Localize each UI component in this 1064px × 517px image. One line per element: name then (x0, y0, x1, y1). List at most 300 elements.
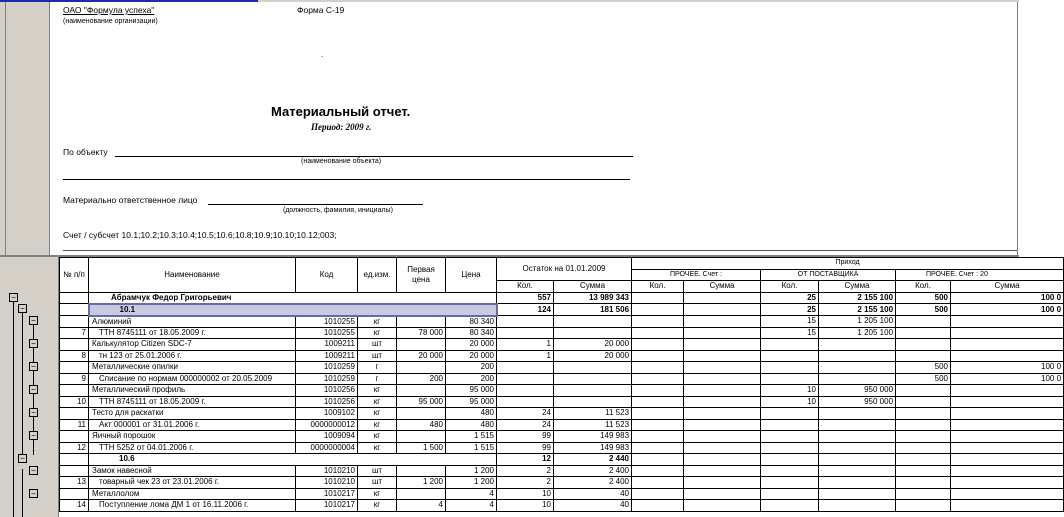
item-row[interactable] (60, 431, 1064, 443)
cell-o20-qty (896, 500, 951, 512)
person-o20-qty: 500 (896, 292, 951, 304)
person-sup-sum: 2 155 100 (819, 292, 896, 304)
cell-oth-qty (632, 477, 684, 489)
cell-o20-qty: 500 (896, 362, 951, 374)
collapse-item-icon[interactable]: − (29, 362, 38, 371)
cell-unit: кг (358, 488, 397, 500)
cell-bal-sum: 40 (554, 488, 632, 500)
cell-unit: шт (358, 339, 397, 351)
cell-sup-sum (819, 477, 896, 489)
cell-o20-qty: 500 (896, 373, 951, 385)
cell-first-price (397, 431, 446, 443)
cell-sup-sum (819, 488, 896, 500)
cell-name: Замок навесной (89, 465, 296, 477)
col-balance-header: Остаток на 01.01.2009 (497, 258, 632, 281)
col-income-header: Приход (632, 258, 1064, 270)
cell-oth-sum (684, 477, 761, 489)
cell-bal-sum (554, 362, 632, 374)
cell-unit: кг (358, 316, 397, 328)
cell-unit: кг (358, 385, 397, 397)
object-line-2 (63, 179, 630, 180)
cell-o20-qty (896, 339, 951, 351)
responsible-line (208, 204, 423, 205)
cell-sup-sum: 1 205 100 (819, 316, 896, 328)
cell-price: 480 (446, 419, 497, 431)
sub2-bal-qty: 12 (497, 454, 554, 466)
item-row[interactable] (60, 408, 1064, 420)
cell-code: 1009211 (296, 339, 358, 351)
cell-code: 1010256 (296, 385, 358, 397)
collapse-item-icon[interactable]: − (29, 385, 38, 394)
tree-gutter (0, 257, 59, 517)
cell-num: 13 (60, 477, 89, 489)
item-row[interactable] (60, 385, 1064, 397)
report-period: Период: 2009 г. (311, 122, 372, 132)
item-row[interactable] (60, 316, 1064, 328)
cell-bal-sum: 149 983 (554, 442, 632, 454)
cell-bal-qty (497, 362, 554, 374)
cell-first-price (397, 339, 446, 351)
cell-oth-sum (684, 373, 761, 385)
subgroup-label: 10.6 (89, 454, 497, 466)
cell-code: 1010259 (296, 373, 358, 385)
cell-sup-sum (819, 350, 896, 362)
cell-o20-qty (896, 396, 951, 408)
cell-num (60, 339, 89, 351)
cell-bal-qty: 1 (497, 350, 554, 362)
left-gutter-header (0, 2, 50, 255)
collapse-group-10-1-icon[interactable]: − (18, 304, 27, 313)
cell-oth-qty (632, 385, 684, 397)
cell-sup-qty (761, 465, 819, 477)
cell-price: 80 340 (446, 316, 497, 328)
org-name: ОАО "Формула успеха" (63, 5, 155, 15)
cell-bal-qty: 24 (497, 408, 554, 420)
cell-o20-sum (951, 327, 1064, 339)
cell-bal-qty: 99 (497, 431, 554, 443)
collapse-item-icon[interactable]: − (29, 339, 38, 348)
cell-o20-qty (896, 327, 951, 339)
sub1-bal-qty: 124 (497, 304, 554, 316)
cell-oth-sum (684, 465, 761, 477)
cell-unit: кг (358, 396, 397, 408)
cell-num (60, 431, 89, 443)
cell-num: 11 (60, 419, 89, 431)
person-o20-sum: 100 0 (951, 292, 1064, 304)
cell-unit: кг (358, 500, 397, 512)
sup-qty-header: Кол. (761, 281, 819, 293)
cell-name: товарный чек 23 от 23.01.2006 г. (89, 477, 296, 489)
bal-sum-header: Сумма (554, 281, 632, 293)
cell-num (60, 488, 89, 500)
cell-num: 8 (60, 350, 89, 362)
cell-code: 1010256 (296, 396, 358, 408)
cell-first-price: 20 000 (397, 350, 446, 362)
cell-price: 200 (446, 373, 497, 385)
cell-name: ТТН 8745111 от 18.05.2009 г. (89, 327, 296, 339)
cell-o20-sum (951, 500, 1064, 512)
cell-code: 1009102 (296, 408, 358, 420)
cell-sup-qty (761, 500, 819, 512)
collapse-item-icon[interactable]: − (29, 489, 38, 498)
cell-price: 1 515 (446, 442, 497, 454)
cell-oth-sum (684, 350, 761, 362)
cell-oth-sum (684, 431, 761, 443)
cell-price: 95 000 (446, 385, 497, 397)
cell-oth-sum (684, 488, 761, 500)
document-row[interactable] (60, 477, 1064, 489)
cell-sup-qty: 10 (761, 385, 819, 397)
cell-code: 1010210 (296, 477, 358, 489)
collapse-person-icon[interactable]: − (9, 293, 18, 302)
cell-bal-sum: 11 523 (554, 419, 632, 431)
cell-name: Калькулятор Citizen SDC-7 (89, 339, 296, 351)
document-row[interactable] (60, 419, 1064, 431)
subgroup-10-6-row[interactable] (60, 454, 1064, 466)
person-sup-qty: 25 (761, 292, 819, 304)
cell-oth-qty (632, 362, 684, 374)
cell-o20-qty (896, 408, 951, 420)
cell-bal-qty: 24 (497, 419, 554, 431)
form-label: Форма С-19 (297, 5, 345, 15)
cell-oth-qty (632, 316, 684, 328)
cell-o20-sum (951, 442, 1064, 454)
cell-oth-qty (632, 465, 684, 477)
cell-o20-qty (896, 465, 951, 477)
cell-oth-qty (632, 419, 684, 431)
cell-sup-sum: 1 205 100 (819, 327, 896, 339)
cell-bal-qty: 2 (497, 477, 554, 489)
sub1-sup-sum: 2 155 100 (819, 304, 896, 316)
cell-first-price (397, 488, 446, 500)
cell-o20-sum: 100 0 (951, 362, 1064, 374)
cell-sup-qty (761, 488, 819, 500)
cell-num: 10 (60, 396, 89, 408)
cell-price: 200 (446, 362, 497, 374)
cell-oth-sum (684, 396, 761, 408)
item-row[interactable] (60, 488, 1064, 500)
cell-first-price: 95 000 (397, 396, 446, 408)
collapse-item-icon[interactable]: − (29, 316, 38, 325)
cell-sup-qty (761, 350, 819, 362)
cell-oth-sum (684, 408, 761, 420)
cell-price: 20 000 (446, 339, 497, 351)
cell-unit: шт (358, 350, 397, 362)
col-price-header: Цена (446, 258, 497, 293)
cell-first-price (397, 362, 446, 374)
cell-price: 1 515 (446, 431, 497, 443)
cell-num: 12 (60, 442, 89, 454)
cell-sup-qty: 10 (761, 396, 819, 408)
cell-sup-sum (819, 362, 896, 374)
cell-sup-sum (819, 442, 896, 454)
cell-first-price (397, 465, 446, 477)
cell-oth-qty (632, 408, 684, 420)
cell-price: 4 (446, 500, 497, 512)
cell-oth-sum (684, 316, 761, 328)
cell-price: 480 (446, 408, 497, 420)
col-other20-header: ПРОЧЕЕ. Счет : 20 (896, 269, 1064, 281)
cell-o20-qty (896, 488, 951, 500)
cell-bal-sum (554, 396, 632, 408)
cell-name: Тесто для раскатки (89, 408, 296, 420)
cell-num (60, 316, 89, 328)
cell-oth-sum (684, 419, 761, 431)
cell-sup-qty (761, 373, 819, 385)
cell-bal-sum: 20 000 (554, 350, 632, 362)
cell-oth-sum (684, 362, 761, 374)
sub1-bal-sum: 181 506 (554, 304, 632, 316)
cell-o20-qty (896, 316, 951, 328)
report-title: Материальный отчет. (271, 104, 411, 119)
sub1-o20-sum: 100 0 (951, 304, 1064, 316)
cell-o20-sum (951, 350, 1064, 362)
person-bal-qty: 557 (497, 292, 554, 304)
cell-o20-sum (951, 408, 1064, 420)
object-caption: (наименование объекта) (301, 158, 382, 165)
stray-dot: . (321, 50, 324, 59)
document-row[interactable] (60, 500, 1064, 512)
document-row[interactable] (60, 442, 1064, 454)
document-row[interactable] (60, 396, 1064, 408)
col-code-header: Код (296, 258, 358, 293)
accounts-line: Счет / субсчет 10.1;10.2;10.3;10.4;10.5;10.6;10.8;10.9;10.10;10.12;003; (63, 230, 337, 240)
cell-o20-sum (951, 465, 1064, 477)
responsible-label: Материально ответственное лицо (63, 195, 198, 205)
cell-name: Яичный порошок (89, 431, 296, 443)
col-name-header: Наименование (89, 258, 296, 293)
sub1-sup-qty: 25 (761, 304, 819, 316)
cell-sup-sum (819, 419, 896, 431)
cell-unit: кг (358, 408, 397, 420)
cell-first-price: 1 200 (397, 477, 446, 489)
cell-sup-qty (761, 477, 819, 489)
col-other-header: ПРОЧЕЕ. Счет : (632, 269, 761, 281)
cell-oth-qty (632, 431, 684, 443)
collapse-item-icon[interactable]: − (29, 408, 38, 417)
cell-o20-sum (951, 339, 1064, 351)
cell-first-price: 4 (397, 500, 446, 512)
cell-bal-sum: 149 983 (554, 431, 632, 443)
cell-name: ТТН 8745111 от 18.05.2009 г. (89, 396, 296, 408)
cell-o20-qty (896, 431, 951, 443)
report-grid (59, 257, 1062, 517)
object-line (115, 156, 633, 157)
cell-sup-sum: 950 000 (819, 385, 896, 397)
cell-first-price (397, 385, 446, 397)
cell-oth-qty (632, 442, 684, 454)
cell-o20-sum (951, 385, 1064, 397)
cell-bal-sum: 40 (554, 500, 632, 512)
item-row[interactable] (60, 339, 1064, 351)
responsible-caption: (должность, фамилия, инициалы) (283, 207, 393, 214)
cell-code: 1010255 (296, 316, 358, 328)
cell-price: 20 000 (446, 350, 497, 362)
cell-code: 1010259 (296, 362, 358, 374)
subgroup-10-1-row[interactable] (60, 304, 1064, 316)
col-num-header: № п/п (60, 258, 89, 293)
cell-oth-sum (684, 339, 761, 351)
org-caption: (наименование организации) (63, 18, 158, 25)
cell-code: 1010217 (296, 500, 358, 512)
cell-code: 1010210 (296, 465, 358, 477)
cell-num: 7 (60, 327, 89, 339)
cell-bal-qty: 10 (497, 500, 554, 512)
cell-o20-sum: 100 0 (951, 373, 1064, 385)
cell-bal-qty: 2 (497, 465, 554, 477)
cell-sup-sum (819, 431, 896, 443)
col-first-price-header: Первая цена (397, 258, 446, 293)
cell-sup-sum (819, 465, 896, 477)
cell-name: Акт 000001 от 31.01.2006 г. (89, 419, 296, 431)
cell-sup-qty: 15 (761, 327, 819, 339)
cell-oth-qty (632, 339, 684, 351)
cell-name: тн 123 от 25.01.2006 г. (89, 350, 296, 362)
cell-sup-qty: 15 (761, 316, 819, 328)
cell-oth-sum (684, 385, 761, 397)
col-unit-header: ед.изм. (358, 258, 397, 293)
cell-o20-sum (951, 419, 1064, 431)
cell-price: 95 000 (446, 396, 497, 408)
oth-qty-header: Кол. (632, 281, 684, 293)
person-name: Абрамчук Федор Григорьевич (89, 292, 497, 304)
cell-bal-qty (497, 327, 554, 339)
cell-code: 0000000004 (296, 442, 358, 454)
sub1-o20-qty: 500 (896, 304, 951, 316)
cell-bal-qty (497, 373, 554, 385)
cell-o20-sum (951, 316, 1064, 328)
cell-num (60, 362, 89, 374)
cell-bal-sum: 11 523 (554, 408, 632, 420)
document-row[interactable] (60, 350, 1064, 362)
cell-name: ТТН 5252 от 04.01.2006 г. (89, 442, 296, 454)
cell-o20-qty (896, 442, 951, 454)
cell-bal-sum (554, 385, 632, 397)
collapse-item-icon[interactable]: − (29, 466, 38, 475)
cell-bal-sum (554, 373, 632, 385)
cell-code: 1009211 (296, 350, 358, 362)
cell-price: 1 200 (446, 477, 497, 489)
cell-price: 80 340 (446, 327, 497, 339)
cell-bal-sum: 2 400 (554, 465, 632, 477)
cell-num (60, 408, 89, 420)
cell-first-price (397, 408, 446, 420)
cell-name: Поступление лома ДМ 1 от 16.11.2006 г. (89, 500, 296, 512)
cell-oth-qty (632, 396, 684, 408)
cell-unit: кг (358, 419, 397, 431)
cell-o20-qty (896, 419, 951, 431)
cell-unit: г (358, 373, 397, 385)
document-row[interactable] (60, 373, 1064, 385)
cell-oth-sum (684, 500, 761, 512)
report-header-area (50, 2, 1018, 255)
cell-oth-sum (684, 327, 761, 339)
cell-sup-qty (761, 442, 819, 454)
person-bal-sum: 13 989 343 (554, 292, 632, 304)
item-row[interactable] (60, 362, 1064, 374)
cell-num: 14 (60, 500, 89, 512)
collapse-group-10-6-icon[interactable]: − (18, 454, 27, 463)
cell-unit: кг (358, 431, 397, 443)
cell-price: 1 200 (446, 465, 497, 477)
cell-unit: кг (358, 327, 397, 339)
cell-num (60, 385, 89, 397)
cell-price: 4 (446, 488, 497, 500)
sub2-bal-sum: 2 440 (554, 454, 632, 466)
cell-sup-qty (761, 431, 819, 443)
cell-num (60, 465, 89, 477)
cell-bal-qty (497, 316, 554, 328)
cell-bal-qty: 10 (497, 488, 554, 500)
cell-oth-qty (632, 488, 684, 500)
cell-o20-sum (951, 431, 1064, 443)
cell-sup-qty (761, 362, 819, 374)
cell-unit: шт (358, 465, 397, 477)
cell-oth-qty (632, 500, 684, 512)
cell-name: Металлический профиль (89, 385, 296, 397)
cell-name: Металлолом (89, 488, 296, 500)
cell-bal-sum: 2 400 (554, 477, 632, 489)
cell-bal-qty: 1 (497, 339, 554, 351)
cell-sup-qty (761, 339, 819, 351)
cell-first-price: 200 (397, 373, 446, 385)
bal-qty-header: Кол. (497, 281, 554, 293)
cell-unit: шт (358, 477, 397, 489)
cell-oth-qty (632, 327, 684, 339)
cell-oth-qty (632, 373, 684, 385)
cell-o20-qty (896, 477, 951, 489)
cell-sup-qty (761, 408, 819, 420)
cell-o20-qty (896, 385, 951, 397)
cell-sup-qty (761, 419, 819, 431)
cell-first-price: 1 500 (397, 442, 446, 454)
cell-bal-qty: 99 (497, 442, 554, 454)
col-supplier-header: ОТ ПОСТАВЩИКА (761, 269, 896, 281)
cell-bal-sum (554, 316, 632, 328)
cell-o20-sum (951, 477, 1064, 489)
cell-code: 1009094 (296, 431, 358, 443)
cell-oth-qty (632, 350, 684, 362)
cell-sup-sum (819, 373, 896, 385)
item-row[interactable] (60, 465, 1064, 477)
subgroup-label: 10.1 (89, 304, 497, 316)
cell-o20-sum (951, 488, 1064, 500)
cell-bal-qty (497, 385, 554, 397)
cell-code: 0000000012 (296, 419, 358, 431)
cell-bal-qty (497, 396, 554, 408)
cell-oth-sum (684, 442, 761, 454)
oth-sum-header: Сумма (684, 281, 761, 293)
collapse-item-icon[interactable]: − (29, 431, 38, 440)
cell-o20-qty (896, 350, 951, 362)
cell-sup-sum (819, 408, 896, 420)
cell-bal-sum: 20 000 (554, 339, 632, 351)
person-row[interactable] (60, 292, 1064, 304)
header-bottom-rule (63, 250, 1017, 251)
cell-first-price: 78 000 (397, 327, 446, 339)
cell-num: 9 (60, 373, 89, 385)
cell-unit: г (358, 362, 397, 374)
document-row[interactable] (60, 327, 1064, 339)
sup-sum-header: Сумма (819, 281, 896, 293)
cell-code: 1010255 (296, 327, 358, 339)
o20-sum-header: Сумма (951, 281, 1064, 293)
cell-bal-sum (554, 327, 632, 339)
cell-first-price: 480 (397, 419, 446, 431)
cell-sup-sum (819, 500, 896, 512)
cell-first-price (397, 316, 446, 328)
cell-unit: кг (358, 442, 397, 454)
